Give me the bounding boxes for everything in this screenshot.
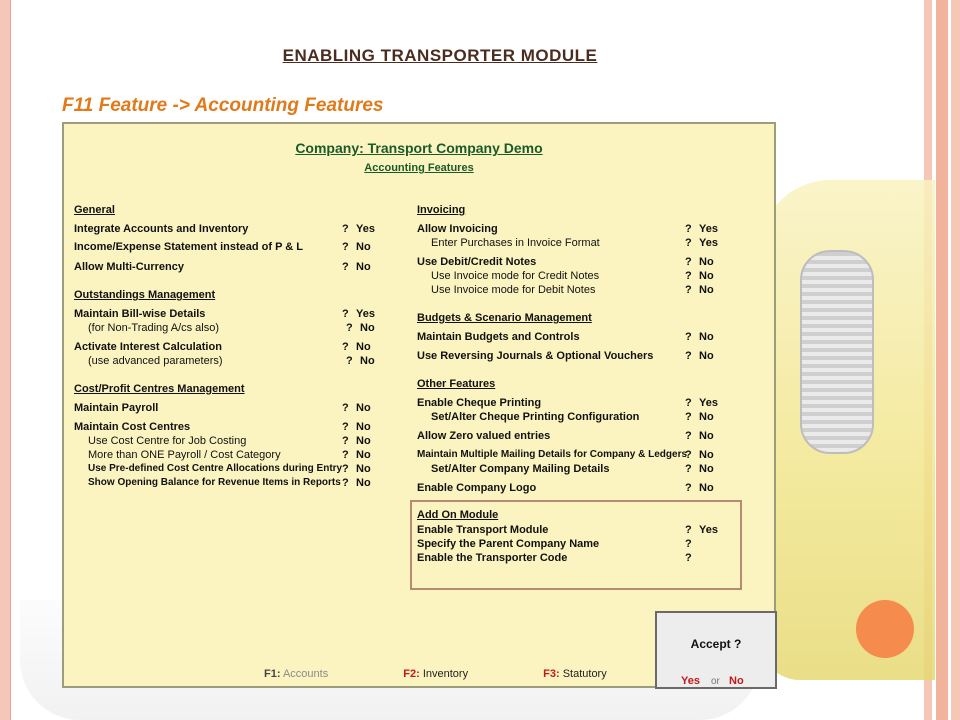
accept-or-text: or (711, 676, 720, 687)
feature-label: Enter Purchases in Invoice Format (431, 237, 600, 249)
feature-value[interactable] (685, 256, 714, 268)
sheet-title: Accounting Features (364, 162, 474, 174)
feature-value-text: No (356, 477, 371, 489)
question-mark: ? (342, 341, 349, 353)
f2-key: F2: (403, 668, 420, 680)
section-header-general: General (74, 204, 115, 216)
question-mark: ? (685, 256, 692, 268)
f2-label: Inventory (422, 668, 469, 680)
question-mark: ? (685, 538, 692, 550)
feature-value[interactable] (685, 270, 714, 282)
feature-value-text: No (356, 402, 371, 414)
feature-value[interactable] (346, 355, 375, 367)
question-mark: ? (342, 241, 349, 253)
question-mark: ? (342, 308, 349, 320)
f3-label: Statutory (562, 668, 607, 680)
question-mark: ? (685, 270, 692, 282)
feature-value[interactable] (342, 421, 371, 433)
question-mark: ? (685, 223, 692, 235)
feature-label: Use Invoice mode for Credit Notes (431, 270, 600, 282)
feature-value[interactable] (685, 482, 714, 494)
feature-value[interactable] (342, 402, 371, 414)
feature-value[interactable] (342, 261, 371, 273)
feature-value-text: No (699, 256, 714, 268)
f1-key: F1: (264, 668, 281, 680)
question-mark: ? (685, 411, 692, 423)
feature-value-text: No (360, 322, 375, 334)
slide-subtitle: F11 Feature -> Accounting Features (62, 95, 384, 116)
function-key-bar (264, 668, 619, 680)
question-mark: ? (685, 350, 692, 362)
feature-value-text: No (360, 355, 375, 367)
feature-value-text: No (699, 350, 714, 362)
feature-value[interactable] (685, 223, 718, 235)
feature-value-text: No (699, 411, 714, 423)
feature-value-text: No (356, 421, 371, 433)
accept-no-button[interactable]: No (729, 675, 744, 687)
feature-value-text: Yes (699, 397, 718, 409)
question-mark: ? (685, 482, 692, 494)
feature-value[interactable] (342, 223, 375, 235)
slide-left-border (0, 0, 11, 720)
truck-grille-image (800, 250, 874, 454)
feature-value-text: Yes (356, 308, 375, 320)
f1-button[interactable] (264, 668, 334, 680)
feature-label: (use advanced parameters) (88, 355, 223, 367)
section-header-outstandings: Outstandings Management (74, 289, 216, 301)
feature-value[interactable] (685, 284, 714, 296)
feature-value-text: No (699, 482, 714, 494)
slide-title: ENABLING TRANSPORTER MODULE (282, 46, 598, 65)
question-mark: ? (342, 421, 349, 433)
feature-label: Use Cost Centre for Job Costing (88, 435, 247, 447)
question-mark: ? (342, 261, 349, 273)
feature-value-text: Yes (699, 223, 718, 235)
feature-value[interactable] (342, 477, 371, 489)
question-mark: ? (342, 463, 349, 475)
feature-label: Integrate Accounts and Inventory (74, 223, 249, 235)
section-header-budgets: Budgets & Scenario Management (417, 312, 592, 324)
feature-value-text: No (699, 331, 714, 343)
question-mark: ? (342, 477, 349, 489)
feature-value[interactable] (685, 538, 699, 550)
company-title: Company: Transport Company Demo (295, 140, 543, 156)
feature-label: Maintain Budgets and Controls (417, 331, 580, 343)
feature-label: Set/Alter Cheque Printing Configuration (431, 411, 640, 423)
feature-label: More than ONE Payroll / Cost Category (88, 449, 281, 461)
feature-label: Show Opening Balance for Revenue Items in Reports (88, 477, 341, 488)
feature-value-text: Yes (699, 524, 718, 536)
feature-value-text: No (356, 261, 371, 273)
feature-label: Maintain Multiple Mailing Details for Company & Ledgers (417, 449, 688, 460)
feature-label: Allow Zero valued entries (417, 430, 551, 442)
feature-value[interactable] (685, 411, 714, 423)
feature-value-text: No (356, 435, 371, 447)
feature-value[interactable] (685, 430, 714, 442)
feature-label: Enable Transport Module (417, 524, 549, 536)
section-header-other-features: Other Features (417, 378, 496, 390)
feature-value-text: Yes (356, 223, 375, 235)
f1-label: Accounts (282, 668, 329, 680)
feature-label: Use Pre-defined Cost Centre Allocations during Entry (88, 463, 343, 474)
feature-value[interactable] (685, 463, 714, 475)
section-header-cost-centres: Cost/Profit Centres Management (74, 383, 245, 395)
feature-label: Allow Invoicing (417, 223, 498, 235)
feature-label: Income/Expense Statement instead of P & L (74, 241, 304, 253)
f3-button[interactable] (543, 668, 613, 680)
feature-label: Specify the Parent Company Name (417, 538, 600, 550)
accept-dialog (655, 611, 777, 689)
question-mark: ? (346, 322, 353, 334)
feature-value[interactable] (685, 524, 718, 536)
feature-value[interactable] (685, 350, 714, 362)
feature-value[interactable] (342, 341, 371, 353)
accept-yes-button[interactable]: Yes (681, 675, 700, 687)
feature-value-text: No (356, 449, 371, 461)
feature-value[interactable] (342, 435, 371, 447)
question-mark: ? (685, 284, 692, 296)
f2-button[interactable] (403, 668, 474, 680)
accept-title: Accept ? (690, 637, 742, 651)
feature-label: Use Invoice mode for Debit Notes (431, 284, 596, 296)
tally-features-window (62, 122, 776, 688)
feature-label: Maintain Payroll (74, 402, 159, 414)
feature-value-text: No (699, 270, 714, 282)
feature-value[interactable] (346, 322, 375, 334)
question-mark: ? (342, 223, 349, 235)
decorative-orange-circle (856, 600, 914, 658)
feature-label: Activate Interest Calculation (74, 341, 222, 353)
feature-value[interactable] (685, 237, 718, 249)
f3-key: F3: (543, 668, 560, 680)
feature-value[interactable] (342, 463, 371, 475)
feature-value[interactable] (342, 308, 375, 320)
question-mark: ? (685, 463, 692, 475)
feature-value[interactable] (685, 397, 718, 409)
section-header-add-on-module: Add On Module (417, 509, 499, 521)
question-mark: ? (685, 397, 692, 409)
question-mark: ? (346, 355, 353, 367)
feature-label: Set/Alter Company Mailing Details (431, 463, 610, 475)
feature-label: Enable the Transporter Code (417, 552, 568, 564)
feature-label: Enable Company Logo (417, 482, 537, 494)
section-header-invoicing: Invoicing (417, 204, 466, 216)
feature-value[interactable] (685, 449, 714, 461)
feature-value-text: No (699, 463, 714, 475)
feature-value-text: No (699, 449, 714, 461)
question-mark: ? (685, 449, 692, 461)
feature-label: Use Debit/Credit Notes (417, 256, 537, 268)
feature-label: Maintain Cost Centres (74, 421, 191, 433)
feature-value-text: Yes (699, 237, 718, 249)
question-mark: ? (342, 435, 349, 447)
feature-label: Use Reversing Journals & Optional Vouchers (417, 350, 654, 362)
feature-value-text: No (699, 430, 714, 442)
feature-label: Maintain Bill-wise Details (74, 308, 206, 320)
feature-label: Enable Cheque Printing (417, 397, 542, 409)
question-mark: ? (685, 237, 692, 249)
feature-value-text: No (356, 463, 371, 475)
feature-label: (for Non-Trading A/cs also) (88, 322, 220, 334)
question-mark: ? (342, 402, 349, 414)
feature-value[interactable] (685, 331, 714, 343)
feature-value[interactable] (685, 552, 699, 564)
feature-value[interactable] (342, 449, 371, 461)
question-mark: ? (685, 331, 692, 343)
feature-label: Allow Multi-Currency (74, 261, 185, 273)
feature-value-text: No (699, 284, 714, 296)
feature-value[interactable] (342, 241, 371, 253)
question-mark: ? (685, 430, 692, 442)
question-mark: ? (685, 552, 692, 564)
question-mark: ? (685, 524, 692, 536)
question-mark: ? (342, 449, 349, 461)
feature-value-text: No (356, 241, 371, 253)
feature-value-text: No (356, 341, 371, 353)
